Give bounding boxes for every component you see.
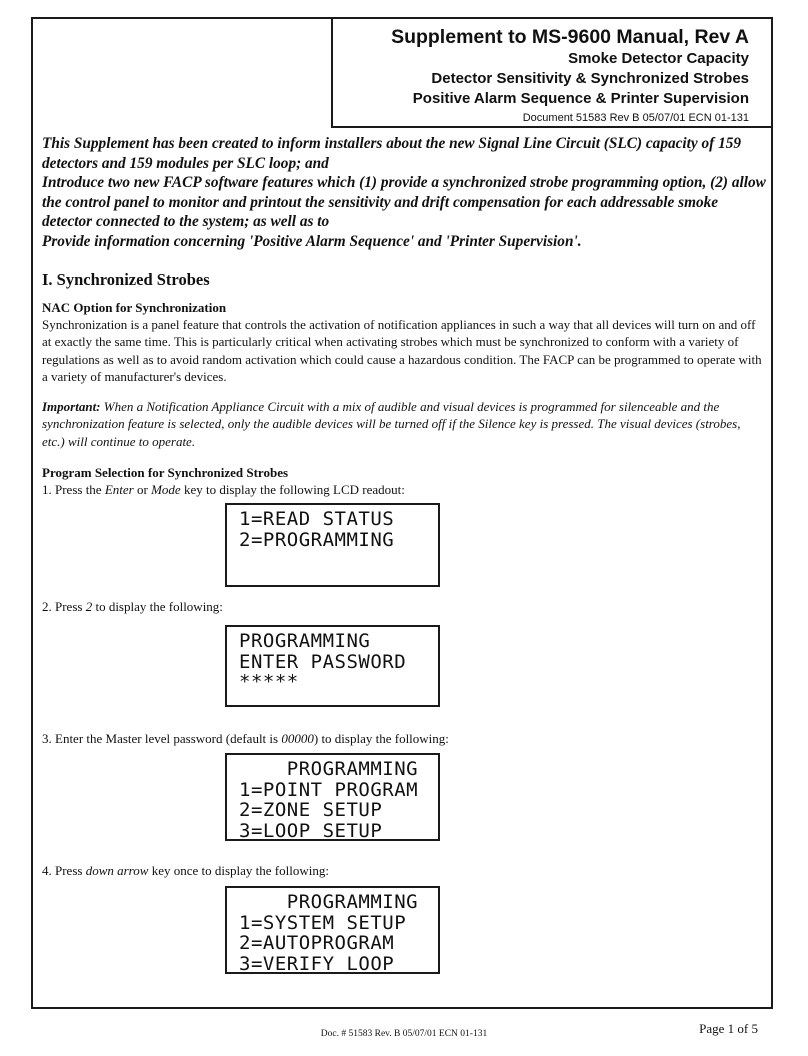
section-heading: I. Synchronized Strobes (42, 270, 210, 289)
intro-line-3: Provide information concerning 'Positive Alarm Sequence' and 'Printer Supervision'. (42, 232, 582, 250)
down-arrow-key-label: down arrow (85, 863, 149, 878)
enter-key-label: Enter (104, 482, 134, 497)
lcd-line: 2=PROGRAMMING (239, 528, 395, 551)
lcd-line: PROGRAMMING (239, 758, 419, 780)
step-1-tail: key to display the following LCD readout: (180, 482, 405, 497)
intro-line-2: Introduce two new FACP software features which (1) provide a synchronized strobe programming option, (2) allow the control panel to monitor and printout the sensitivity and drift compensation for each addressable smoke detector connected to the system; as well as to (42, 174, 766, 230)
document-info: Document 51583 Rev B 05/07/01 ECN 01-131 (522, 112, 749, 124)
subtitle-line-3: Positive Alarm Sequence & Printer Supervision (412, 90, 749, 107)
nac-body-text: Synchronization is a panel feature that controls the activation of notification appliances in such a way that all devices will turn on and off at exactly the same time. This is particularly critical when activating strobes which must be synchronized to conform with a variety of regulations as well as to avoid random activation which could cause a hazardous condition. The FACP can be programmed to operate with a variety of manufacturer's devices. (42, 317, 762, 384)
key-2-label: 2 (85, 599, 93, 614)
subtitle-line-2: Detector Sensitivity & Synchronized Strobes (431, 70, 749, 87)
step-1 (42, 481, 764, 498)
step-1-text: 1. Press the (42, 482, 105, 497)
mode-key-label: Mode (151, 482, 181, 497)
lcd-line: 3=VERIFY LOOP (239, 952, 395, 975)
nac-body (42, 316, 764, 385)
lcd-line: 2=ZONE SETUP (239, 799, 383, 821)
intro-paragraph (42, 134, 766, 251)
lcd-line: PROGRAMMING (239, 891, 419, 913)
lcd-line: 2=AUTOPROGRAM (239, 932, 395, 954)
lcd-readout-2 (225, 625, 440, 707)
step-4-text: 4. Press (42, 863, 86, 878)
lcd-readout-4 (225, 886, 440, 974)
nac-heading: NAC Option for Synchronization (42, 300, 227, 315)
step-4 (42, 862, 764, 879)
step-2-text: 2. Press (42, 599, 86, 614)
lcd-readout-1 (225, 503, 440, 587)
step-4-tail: key once to display the following: (148, 863, 329, 878)
page-number: Page 1 of 5 (699, 1021, 758, 1036)
document-header (331, 17, 773, 128)
footer-document-info: Doc. # 51583 Rev. B 05/07/01 ECN 01-131 (320, 1029, 488, 1039)
lcd-line: 1=READ STATUS (239, 508, 395, 530)
step-3-tail: ) to display the following: (313, 731, 449, 746)
subtitle-line-1: Smoke Detector Capacity (568, 50, 749, 67)
lcd-line: ENTER PASSWORD (239, 650, 407, 673)
important-label: Important: (42, 399, 101, 414)
step-2-tail: to display the following: (92, 599, 223, 614)
lcd-readout-3 (225, 753, 440, 841)
step-3 (42, 730, 764, 747)
important-note (42, 398, 764, 450)
default-password: 00000 (281, 731, 314, 746)
step-3-text: 3. Enter the Master level password (default is (42, 731, 282, 746)
lcd-line: 1=POINT PROGRAM (239, 778, 419, 801)
lcd-line: 3=LOOP SETUP (239, 819, 383, 842)
lcd-line: PROGRAMMING (239, 630, 371, 652)
document-title: Supplement to MS-9600 Manual, Rev A (391, 26, 749, 48)
important-text: When a Notification Appliance Circuit with a mix of audible and visual devices is programmed for silenceable and the synchronization feature is selected, only the audible devices will be turned off if the Silence key is pressed. The visual devices (strobes, etc.) will continue to operate. (42, 399, 741, 449)
program-heading: Program Selection for Synchronized Strobes (42, 465, 289, 480)
lcd-line: ***** (239, 671, 299, 693)
step-1-or: or (133, 482, 152, 497)
step-2 (42, 598, 764, 615)
intro-line-1: This Supplement has been created to inform installers about the new Signal Line Circuit (SLC) capacity of 159 detectors and 159 modules per SLC loop; and (42, 135, 742, 172)
lcd-line: 1=SYSTEM SETUP (239, 911, 407, 934)
